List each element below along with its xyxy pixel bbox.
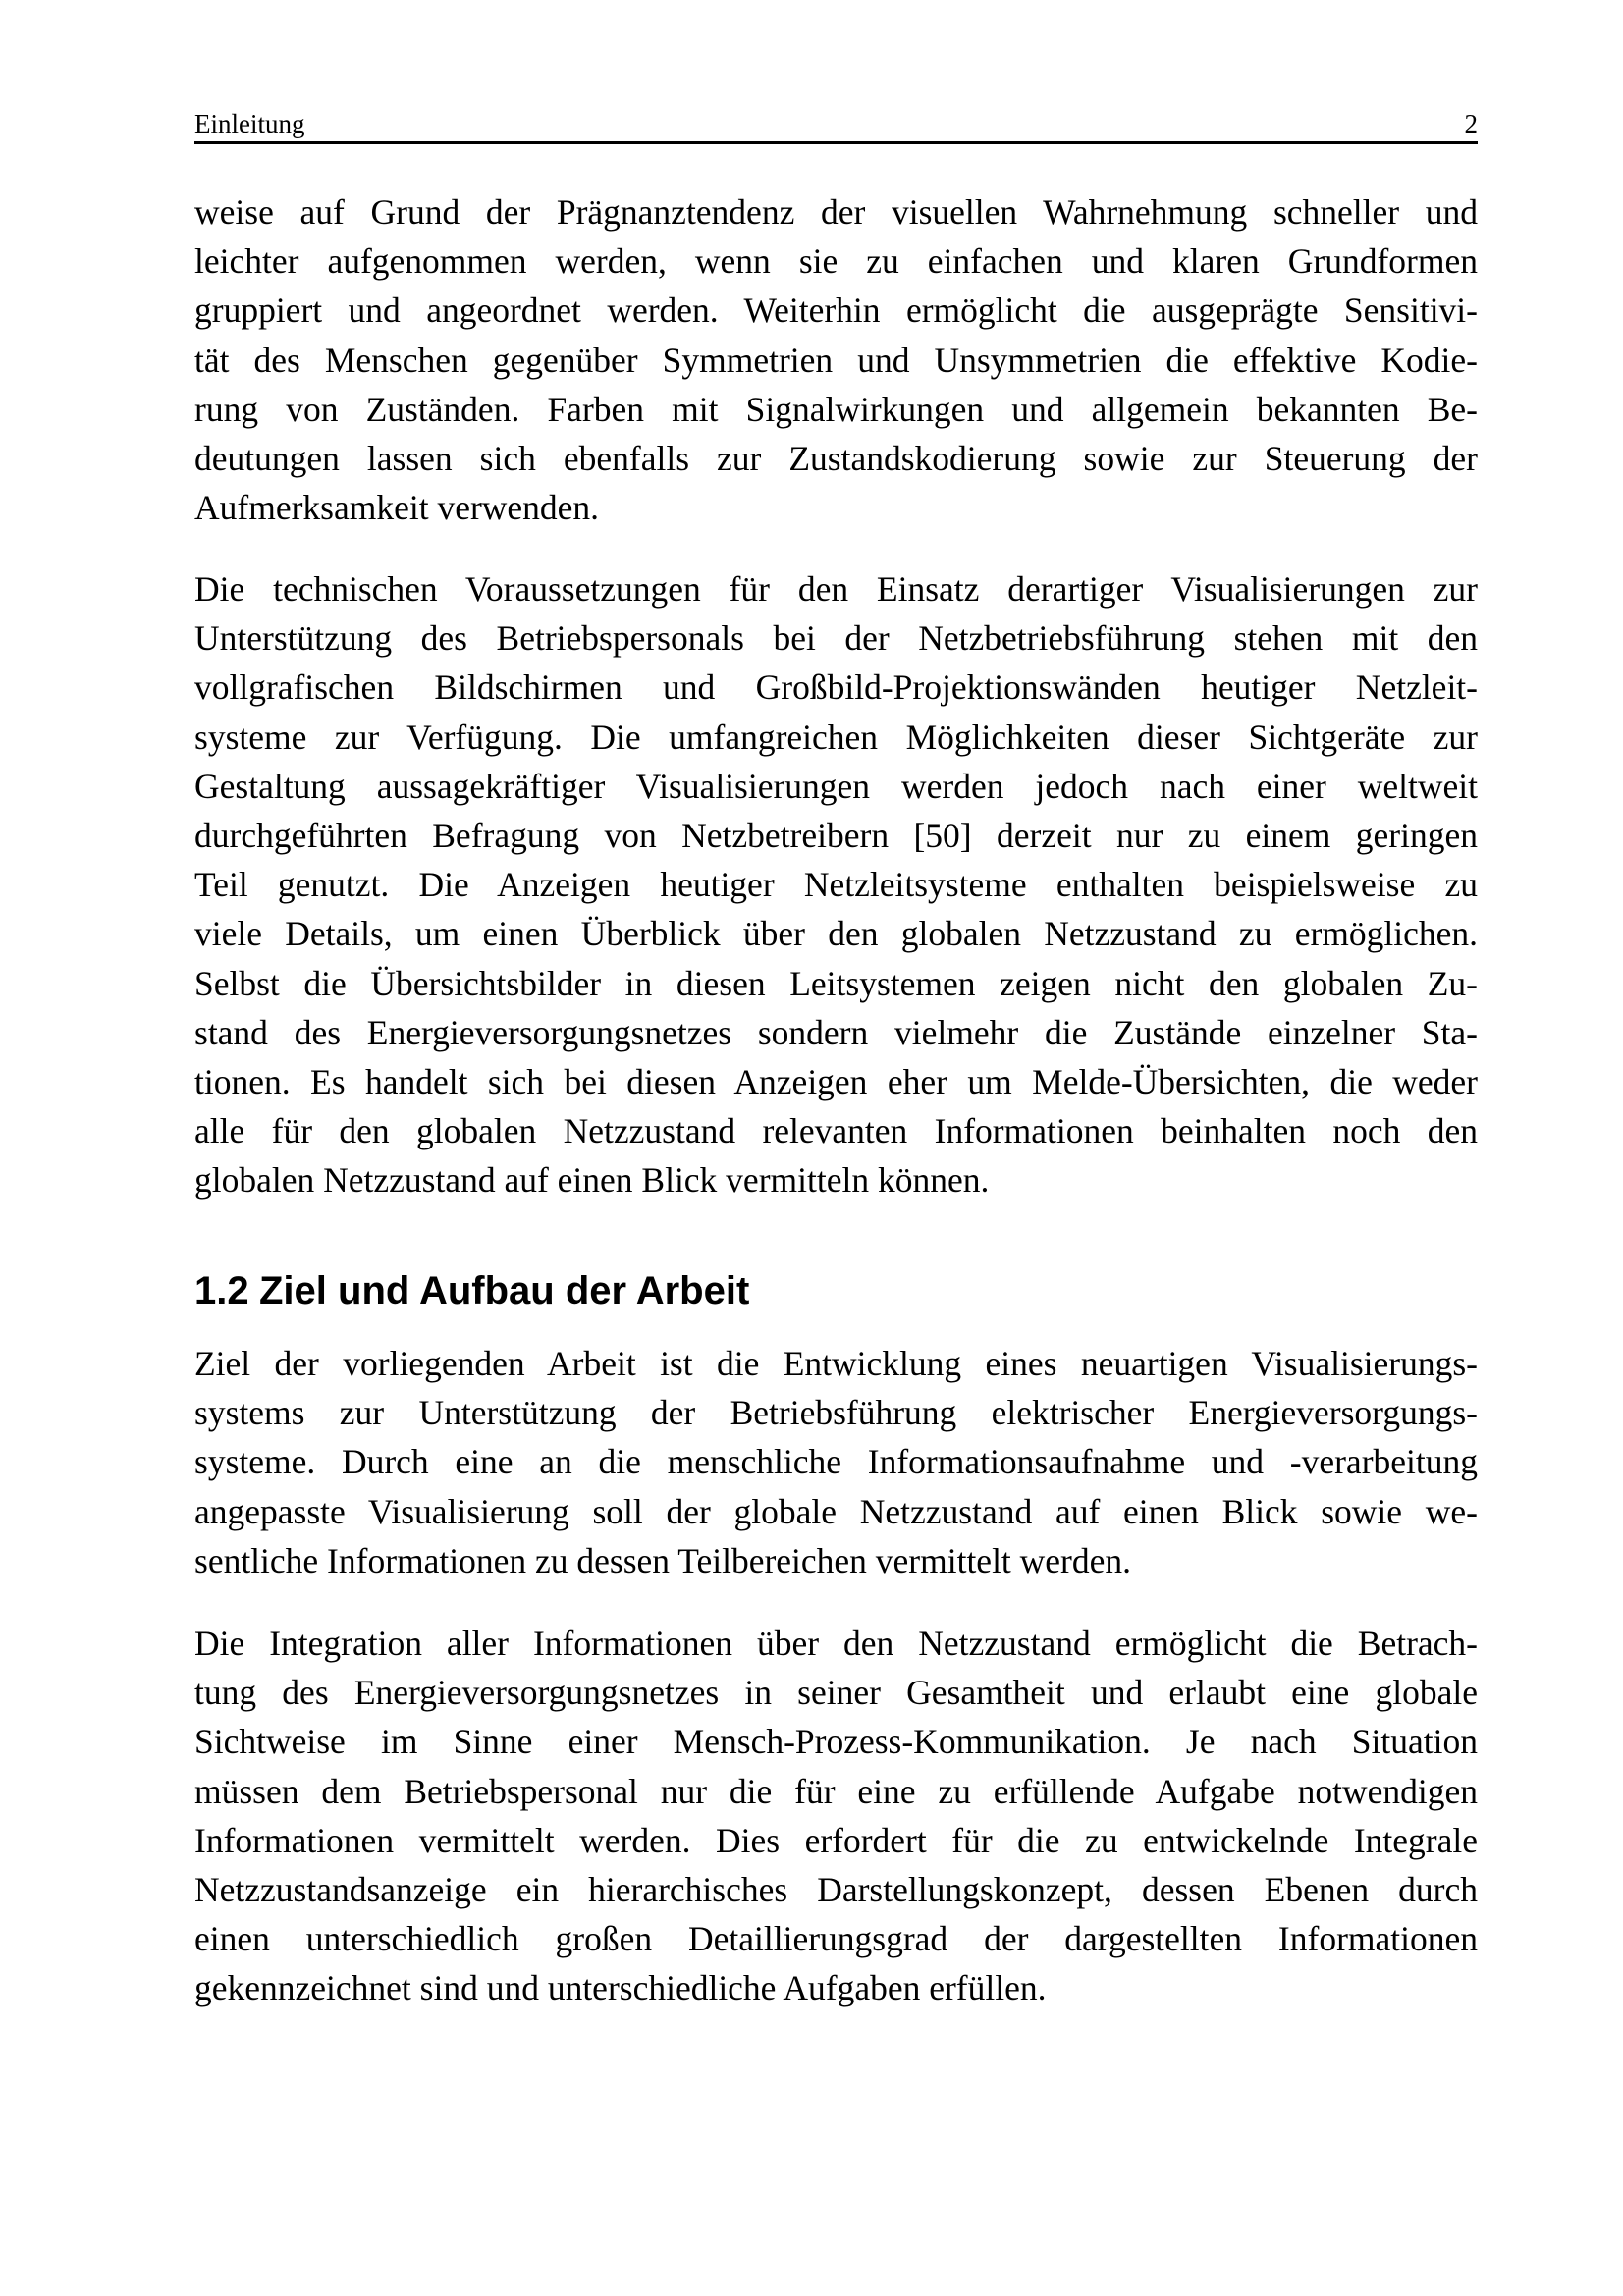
text-line: systeme zur Verfügung. Die umfangreichen Möglichkeiten dieser Sichtgeräte zur [194, 717, 1478, 757]
text-line: viele Details, um einen Überblick über den globalen Netzzustand zu ermöglichen. [194, 914, 1478, 954]
text-line: tät des Menschen gegenüber Symmetrien und Unsymmetrien die effektive Kodie- [194, 340, 1478, 380]
text-line: Gestaltung aussagekräftiger Visualisierungen werden jedoch nach einer weltweit [194, 766, 1478, 806]
text-line: Ziel der vorliegenden Arbeit ist die Entwicklung eines neuartigen Visualisierungs- [194, 1344, 1478, 1383]
text-line: deutungen lassen sich ebenfalls zur Zustandskodierung sowie zur Steuerung der [194, 438, 1478, 478]
section-number: 1.2 [194, 1269, 249, 1312]
paragraph [194, 1619, 1478, 2013]
paragraph [194, 1339, 1478, 1585]
text-line: Sichtweise im Sinne einer Mensch-Prozess-Kommunikation. Je nach Situation [194, 1722, 1478, 1762]
text-line: angepasste Visualisierung soll der globale Netzzustand auf einen Blick sowie we- [194, 1491, 1478, 1531]
text-line: weise auf Grund der Prägnanztendenz der visuellen Wahrnehmung schneller und [194, 192, 1478, 232]
page-number: 2 [1464, 109, 1478, 138]
text-line: tung des Energieversorgungsnetzes in seiner Gesamtheit und erlaubt eine globale [194, 1673, 1478, 1713]
section-title: Ziel und Aufbau der Arbeit [259, 1269, 750, 1312]
text-line: gruppiert und angeordnet werden. Weiterhin ermöglicht die ausgeprägte Sensitivi- [194, 291, 1478, 331]
text-line: Selbst die Übersichtsbilder in diesen Leitsystemen zeigen nicht den globalen Zu- [194, 963, 1478, 1003]
text-line: Teil genutzt. Die Anzeigen heutiger Netzleitsysteme enthalten beispielsweise zu [194, 865, 1478, 905]
text-line: müssen dem Betriebspersonal nur die für eine zu erfüllende Aufgabe notwendigen [194, 1771, 1478, 1811]
paragraph [194, 564, 1478, 1204]
section-heading [194, 1266, 749, 1315]
text-line: Die technischen Voraussetzungen für den Einsatz derartiger Visualisierungen zur [194, 569, 1478, 609]
text-line: alle für den globalen Netzzustand relevanten Informationen beinhalten noch den [194, 1111, 1478, 1151]
text-line: vollgrafischen Bildschirmen und Großbild-Projektionswänden heutiger Netzleit- [194, 667, 1478, 708]
text-line: Unterstützung des Betriebspersonals bei der Netzbetriebsführung stehen mit den [194, 618, 1478, 659]
text-line: Informationen vermittelt werden. Dies erfordert für die zu entwickelnde Integrale [194, 1820, 1478, 1860]
text-line: sentliche Informationen zu dessen Teilbereichen vermittelt werden. [194, 1540, 1132, 1580]
text-line: stand des Energieversorgungsnetzes sondern vielmehr die Zustände einzelner Sta- [194, 1012, 1478, 1052]
text-line: globalen Netzzustand auf einen Blick vermitteln können. [194, 1160, 990, 1201]
text-line: einen unterschiedlich großen Detaillierungsgrad der dargestellten Informationen [194, 1919, 1478, 1959]
text-line: Netzzustandsanzeige ein hierarchisches Darstellungskonzept, dessen Ebenen durch [194, 1869, 1478, 1909]
text-line: gekennzeichnet sind und unterschiedliche Aufgaben erfüllen. [194, 1968, 1047, 2008]
text-line: systeme. Durch eine an die menschliche Informationsaufnahme und -verarbeitung [194, 1442, 1478, 1482]
header-chapter: Einleitung [194, 109, 305, 138]
running-header [194, 108, 1478, 144]
paragraph [194, 187, 1478, 532]
text-line: Aufmerksamkeit verwenden. [194, 488, 600, 528]
text-line: durchgeführten Befragung von Netzbetreibern [50] derzeit nur zu einem geringen [194, 815, 1478, 855]
text-line: tionen. Es handelt sich bei diesen Anzeigen eher um Melde-Übersichten, die weder [194, 1061, 1478, 1101]
text-line: leichter aufgenommen werden, wenn sie zu einfachen und klaren Grundformen [194, 241, 1478, 282]
text-line: Die Integration aller Informationen über den Netzzustand ermöglicht die Betrach- [194, 1624, 1478, 1663]
text-line: rung von Zuständen. Farben mit Signalwirkungen und allgemein bekannten Be- [194, 389, 1478, 429]
text-line: systems zur Unterstützung der Betriebsführung elektrischer Energieversorgungs- [194, 1393, 1478, 1433]
